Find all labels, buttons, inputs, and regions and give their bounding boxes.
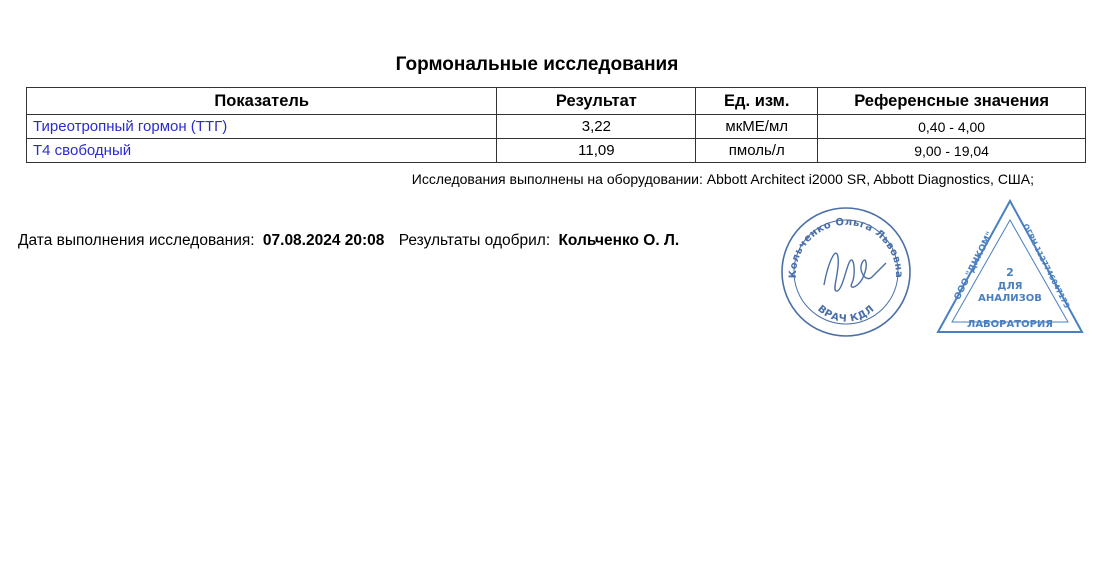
equipment-note: Исследования выполнены на оборудовании: Abbott Architect i2000 SR, Abbott Diagnostics, США; xyxy=(411,171,1034,187)
header-reference: Референсные значения xyxy=(818,88,1086,115)
header-indicator: Показатель xyxy=(27,88,497,115)
table-row xyxy=(27,115,1086,139)
table-header-row xyxy=(27,88,1086,115)
svg-text:ООО "ДНКОМ" xyxy=(953,230,996,301)
svg-text:ВРАЧ КДЛ xyxy=(815,304,876,325)
approved-by-value: Кольченко О. Л. xyxy=(558,232,680,249)
results-table xyxy=(26,87,1086,163)
lab-stamp-center-line1: ДЛЯ xyxy=(997,281,1023,292)
signature-scribble xyxy=(824,253,886,291)
row-result: 3,22 xyxy=(497,115,696,139)
row-indicator-name: Тиреотропный гормон (ТТГ) xyxy=(27,115,497,139)
header-unit: Ед. изм. xyxy=(696,88,818,115)
execution-date-value: 07.08.2024 20:08 xyxy=(262,232,385,249)
svg-text:Кольченко Ольга Львовна xyxy=(788,217,904,279)
doctor-stamp xyxy=(776,205,916,339)
approved-by-label: Результаты одобрил: xyxy=(398,232,551,249)
lab-stamp-number: 2 xyxy=(1006,266,1014,279)
row-reference: 9,00 - 19,04 xyxy=(818,139,1086,163)
row-result: 11,09 xyxy=(497,139,696,163)
execution-info xyxy=(18,232,689,250)
document-title: Гормональные исследования xyxy=(395,54,679,75)
stamp-bottom-text: ВРАЧ КДЛ xyxy=(815,303,877,325)
lab-stamp-bottom-text: ЛАБОРАТОРИЯ xyxy=(967,319,1053,330)
execution-date-label: Дата выполнения исследования: xyxy=(18,232,255,249)
lab-stamp xyxy=(934,198,1086,336)
lab-stamp-right-text: ОГРН 1127746047175 xyxy=(1021,222,1072,310)
row-unit: мкМЕ/мл xyxy=(696,115,818,139)
row-indicator-name: Т4 свободный xyxy=(27,139,497,163)
row-unit: пмоль/л xyxy=(696,139,818,163)
lab-stamp-left-text: ООО "ДНКОМ" xyxy=(952,230,996,302)
lab-stamp-center-line2: АНАЛИЗОВ xyxy=(978,293,1042,304)
table-row xyxy=(27,139,1086,163)
header-result: Результат xyxy=(497,88,696,115)
row-reference: 0,40 - 4,00 xyxy=(818,115,1086,139)
stamp-ring-text: Кольченко Ольга Львовна xyxy=(787,216,905,279)
